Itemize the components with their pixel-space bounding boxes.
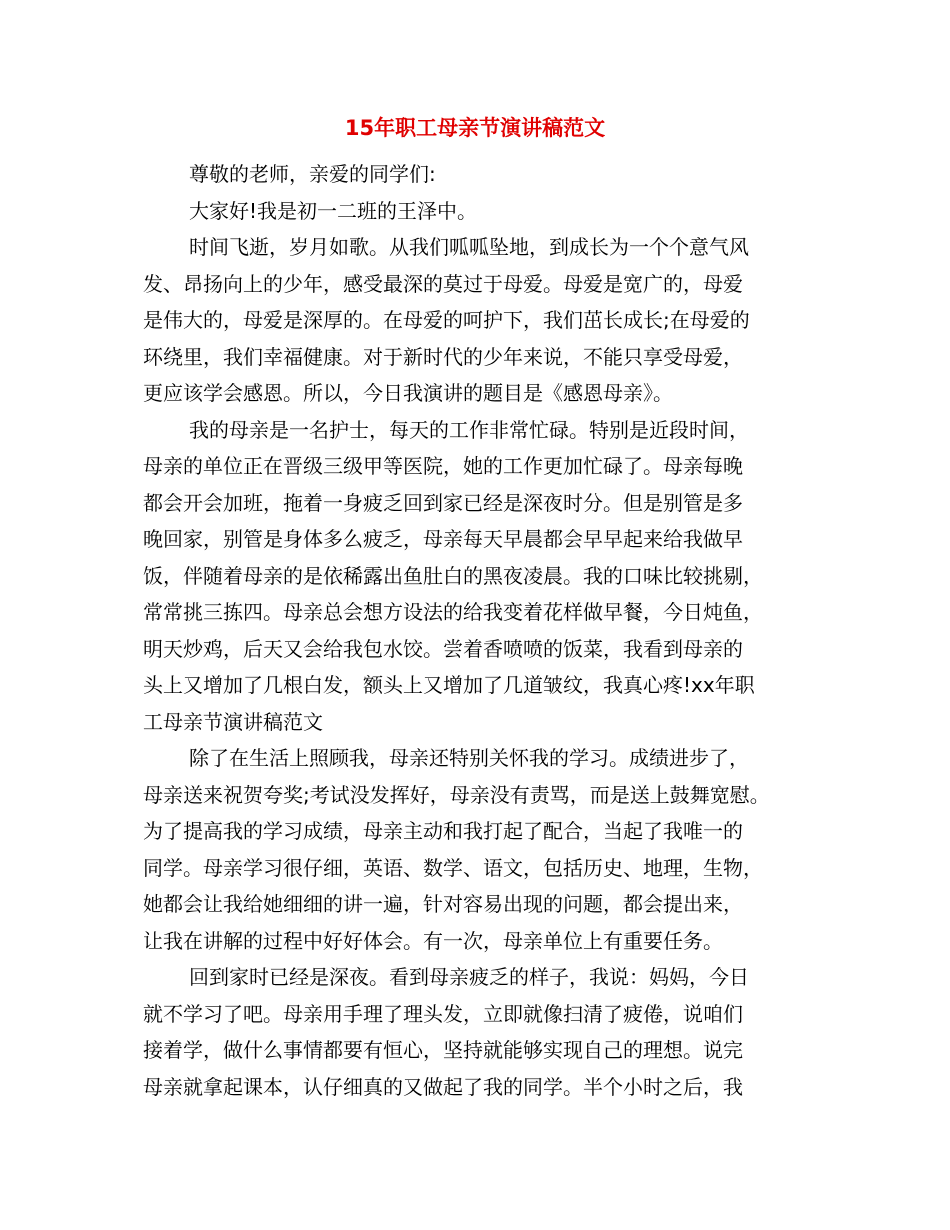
document-body bbox=[143, 156, 823, 1105]
text-line: 是伟大的，母爱是深厚的。在母爱的呵护下，我们茁长成长;在母爱的 bbox=[143, 308, 750, 332]
text-line: 更应该学会感恩。所以，今日我演讲的题目是《感恩母亲》。 bbox=[143, 381, 673, 405]
text-line: 工母亲节演讲稿范文 bbox=[143, 709, 323, 734]
text-line: 发、昂扬向上的少年，感受最深的莫过于母爱。母爱是宽广的，母爱 bbox=[143, 271, 743, 296]
text-line: 都会开会加班，拖着一身疲乏回到家已经是深夜时分。但是别管是多 bbox=[143, 490, 743, 515]
text-line: 除了在生活上照顾我，母亲还特别关怀我的学习。成绩进步了， bbox=[189, 746, 749, 770]
text-line: 明天炒鸡，后天又会给我包水饺。尝着香喷喷的饭菜，我看到母亲的 bbox=[143, 636, 743, 661]
text-line: 尊敬的老师，亲爱的同学们: bbox=[189, 162, 436, 186]
text-line: 环绕里，我们幸福健康。对于新时代的少年来说，不能只享受母爱， bbox=[143, 344, 743, 369]
text-line: 大家好!我是初一二班的王泽中。 bbox=[189, 198, 478, 223]
text-line: 为了提高我的学习成绩，母亲主动和我打起了配合，当起了我唯一的 bbox=[143, 819, 743, 843]
text-line: 时间飞逝，岁月如歌。从我们呱呱坠地，到成长为一个个意气风 bbox=[189, 235, 749, 259]
text-line: 母亲的单位正在晋级三级甲等医院，她的工作更加忙碌了。母亲每晚 bbox=[143, 454, 743, 478]
text-line: 同学。母亲学习很仔细，英语、数学、语文，包括历史、地理，生物， bbox=[143, 855, 763, 880]
text-line: 让我在讲解的过程中好好体会。有一次，母亲单位上有重要任务。 bbox=[143, 928, 723, 953]
document-title: 15年职工母亲节演讲稿范文 bbox=[344, 116, 606, 140]
text-line: 回到家时已经是深夜。看到母亲疲乏的样子，我说：妈妈，今日 bbox=[189, 965, 749, 989]
text-line: 我的母亲是一名护士，每天的工作非常忙碌。特别是近段时间， bbox=[189, 417, 749, 442]
text-line: 晚回家，别管是身体多么疲乏，母亲每天早晨都会早早起来给我做早 bbox=[143, 527, 743, 551]
text-line: 就不学习了吧。母亲用手理了理头发，立即就像扫清了疲倦，说咱们 bbox=[143, 1001, 743, 1026]
text-line: 母亲就拿起课本，认仔细真的又做起了我的同学。半个小时之后，我 bbox=[143, 1074, 743, 1099]
text-line: 母亲送来祝贺夸奖;考试没发挥好，母亲没有责骂，而是送上鼓舞宽慰。 bbox=[143, 782, 770, 807]
text-line: 她都会让我给她细细的讲一遍，针对容易出现的问题，都会提出来， bbox=[143, 892, 743, 916]
text-line: 常常挑三拣四。母亲总会想方设法的给我变着花样做早餐，今日炖鱼， bbox=[143, 600, 763, 624]
text-line: 头上又增加了几根白发，额头上又增加了几道皱纹，我真心疼!xx年职 bbox=[143, 673, 755, 697]
text-line: 接着学，做什么事情都要有恒心，坚持就能够实现自己的理想。说完 bbox=[143, 1038, 743, 1062]
text-line: 饭，伴随着母亲的是依稀露出鱼肚白的黑夜凌晨。我的口味比较挑剔， bbox=[143, 563, 763, 588]
